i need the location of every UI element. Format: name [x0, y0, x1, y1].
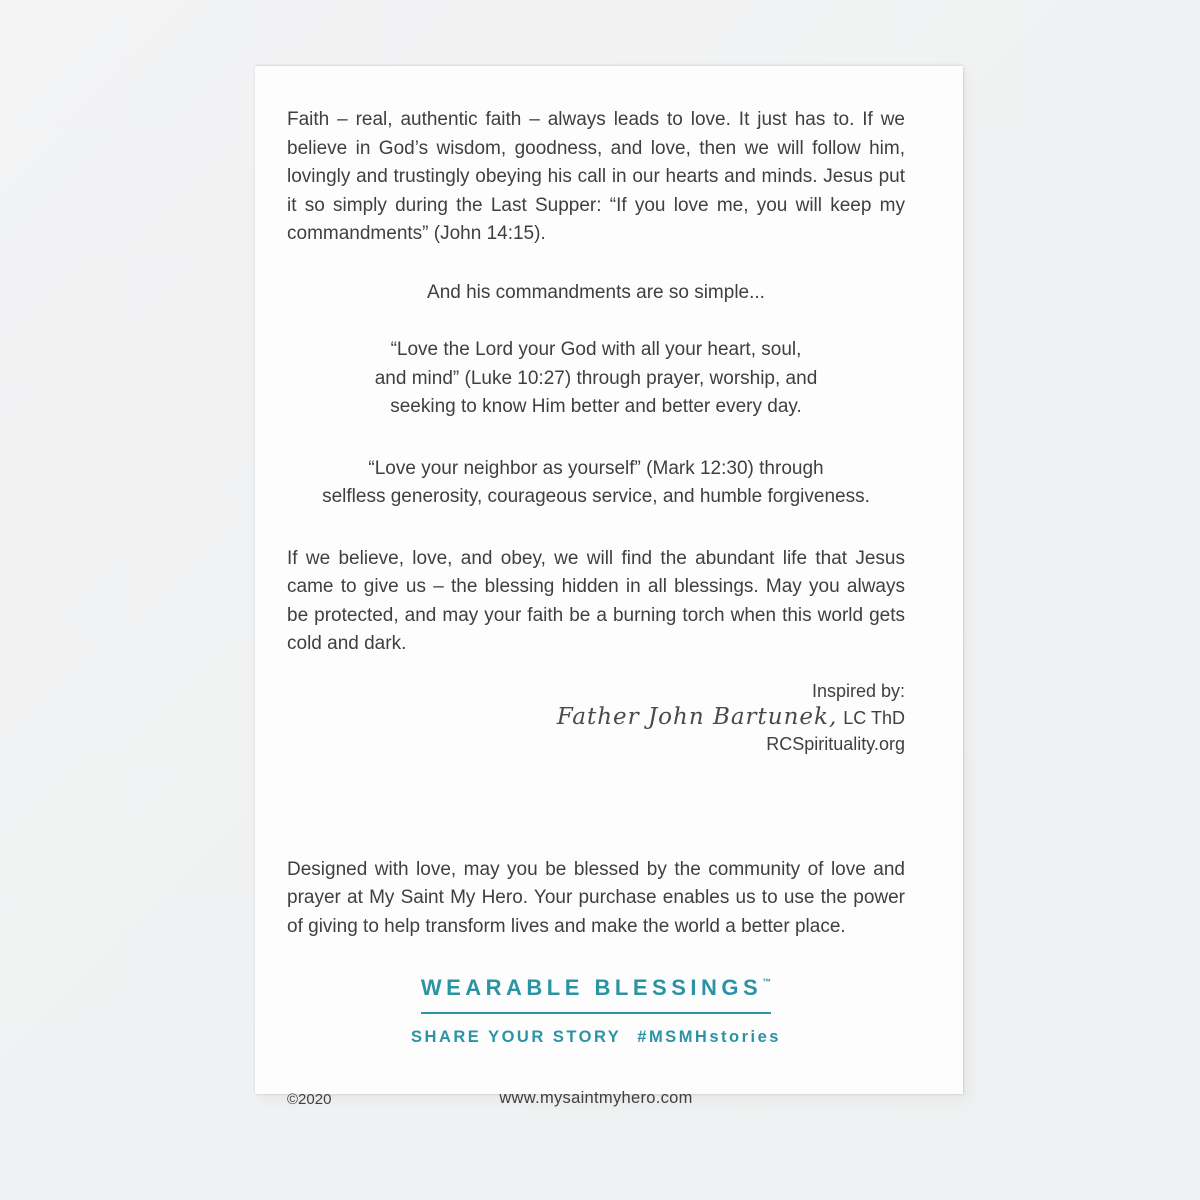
- inspired-website: RCSpirituality.org: [766, 733, 905, 754]
- brand-block: [287, 968, 905, 1051]
- card-footer: [287, 1084, 905, 1106]
- inspired-by-block: [287, 679, 905, 756]
- quote-love-neighbor-line: selfless generosity, courageous service, and humble forgiveness.: [322, 486, 870, 507]
- paragraph-designed: Designed with love, may you be blessed by the community of love and prayer at My Saint My Hero. Your purchase enables us to use the power of giving to help transform lives and make the world a better place.: [287, 858, 905, 937]
- quote-love-god-line: seeking to know Him better and better every day.: [390, 396, 802, 417]
- quote-love-neighbor: [287, 455, 905, 512]
- website-url: www.mysaintmyhero.com: [499, 1089, 693, 1107]
- tagline-hashtag: #MSMHstories: [637, 1027, 781, 1046]
- commandments-intro: And his commandments are so simple...: [427, 281, 765, 303]
- trademark-symbol: ™: [762, 977, 772, 987]
- author-signature: Father John Bartunek,: [556, 703, 838, 730]
- quote-love-neighbor-line: “Love your neighbor as yourself” (Mark 12:30) through: [368, 457, 824, 479]
- wearable-blessings-wordmark: [421, 968, 771, 1014]
- wordmark-text: WEARABLE BLESSINGS: [420, 975, 763, 1000]
- paragraph-faith: Faith – real, authentic faith – always leads to love. It just has to. If we believe in God’s wisdom, goodness, and love, then we will follow him, lovingly and trustingly obeying his call in our hearts and minds. Jesus put it so simply during the Last Supper: “If you love me, you will keep my commandments” (John 14:15).: [287, 109, 905, 244]
- blessing-card: [255, 66, 963, 1108]
- author-credentials: LC ThD: [843, 707, 905, 728]
- copyright-text: ©2020: [287, 1091, 332, 1108]
- tagline-share-text: SHARE YOUR STORY: [411, 1027, 622, 1046]
- quote-love-god-line: and mind” (Luke 10:27) through prayer, worship, and: [374, 367, 818, 389]
- brand-tagline: [287, 1023, 905, 1052]
- card-content: [255, 66, 963, 1106]
- author-signature-row: [287, 705, 905, 731]
- paragraph-believe: If we believe, love, and obey, we will find the abundant life that Jesus came to give us – the blessing hidden in all blessings. May you always be protected, and may your faith be a burning torch when this world gets cold and dark.: [287, 547, 905, 654]
- quote-love-god: [287, 336, 905, 422]
- inspired-by-label: Inspired by:: [811, 680, 905, 701]
- quote-love-god-line: “Love the Lord your God with all your heart, soul,: [390, 339, 802, 360]
